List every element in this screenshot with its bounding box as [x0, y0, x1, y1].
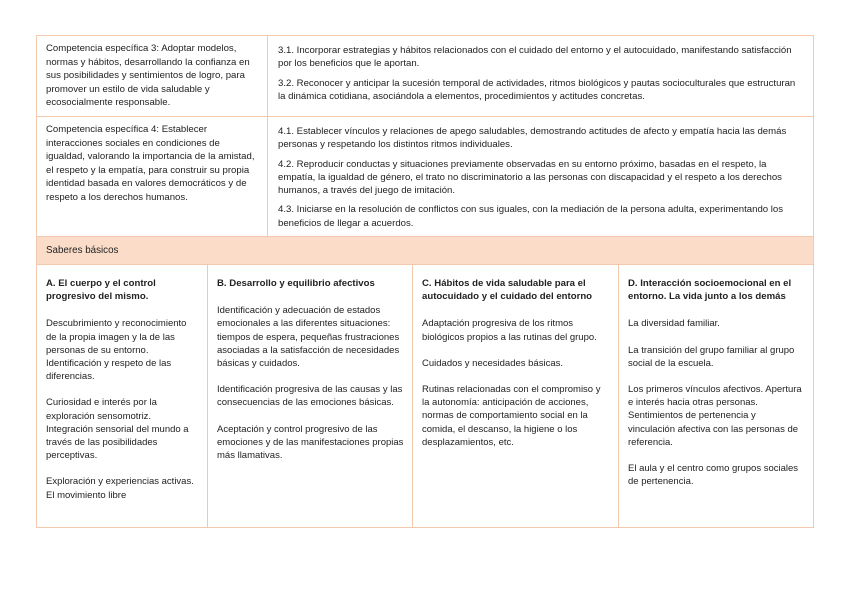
competencia-4-criteria: [268, 117, 813, 236]
criterion-4-2: 4.2. Reproducir conductas y situaciones previamente observadas en su entorno próximo, basadas en el respeto, la empatía, la igualdad de género, el trato no discriminatorio a las personas con discapacidad y el respeto a los derechos humanos, a través del juego de imitación.: [278, 158, 782, 197]
column-b-heading: B. Desarrollo y equilibrio afectivos: [217, 278, 375, 290]
saberes-columns: [37, 265, 813, 527]
competencia-4-title: Competencia específica 4: Establecer interacciones sociales en condiciones de igualdad, valorando la importancia de la amistad, el respeto y la empatía, para construir su propia identidad basada en valores democráticos y de respeto a los derechos humanos.: [37, 117, 268, 236]
column-c-item: Cuidados y necesidades básicas.: [422, 357, 564, 369]
saberes-column-b: [208, 265, 413, 527]
criterion-4-3: 4.3. Iniciarse en la resolución de conflictos con sus iguales, con la mediación de la persona adulta, experimentando los beneficios de llegar a acuerdos.: [278, 204, 784, 229]
saberes-column-d: [619, 265, 813, 527]
criterion-3-2: 3.2. Reconocer y anticipar la sucesión temporal de actividades, ritmos biológicos y pautas socioculturales que estructuran la dinámica cotidiana, asociándola a elementos, procedimientos y actitudes concretas.: [278, 77, 796, 102]
column-d-item: El aula y el centro como grupos sociales de pertenencia.: [628, 463, 799, 488]
saberes-column-c: [413, 265, 619, 527]
criterion-3-1: 3.1. Incorporar estrategias y hábitos relacionados con el cuidado del entorno y el autocuidado, manifestando satisfacción por los beneficios que le aportan.: [278, 45, 792, 70]
column-b-item: Identificación y adecuación de estados emocionales a las diferentes situaciones: tiempos de espera, pequeñas frustraciones asociadas a la satisfacción de necesidades básicas y cuidados.: [217, 305, 400, 370]
column-a-item: Curiosidad e interés por la exploración sensomotriz. Integración sensorial del mundo a través de las posibilidades perceptivas.: [46, 397, 189, 462]
column-c-heading: C. Hábitos de vida saludable para el autocuidado y el cuidado del entorno: [422, 278, 593, 303]
saberes-column-a: [37, 265, 208, 527]
criterion-4-1: 4.1. Establecer vínculos y relaciones de apego saludables, demostrando actitudes de afecto y empatía hacia las demás personas y respetando los distintos ritmos individuales.: [278, 125, 787, 151]
column-a-item: Exploración y experiencias activas. El movimiento libre: [46, 476, 194, 501]
competencia-3-title: Competencia específica 3: Adoptar modelos, normas y hábitos, desarrollando la confianza en sus posibilidades y sentimientos de logro, para promover un estilo de vida saludable y ecosocialmente responsable.: [37, 36, 268, 116]
column-a-heading: A. El cuerpo y el control progresivo del mismo.: [46, 278, 156, 303]
saberes-header: Saberes básicos: [37, 237, 813, 265]
column-d-item: Los primeros vínculos afectivos. Apertura e interés hacia otras personas. Sentimientos de pertenencia y vinculación afectiva con las personas de referencia.: [628, 384, 802, 448]
column-c-item: Rutinas relacionadas con el compromiso y la autonomía: anticipación de acciones, normas de comportamiento social en la comida, el descanso, la higiene o los desplazamientos, etc.: [422, 384, 601, 448]
competencia-row-3: [37, 36, 813, 117]
competencia-3-criteria: [268, 36, 813, 116]
column-b-item: Aceptación y control progresivo de las emociones y de las manifestaciones propias más llamativas.: [217, 423, 404, 462]
column-b-item: Identificación progresiva de las causas y las consecuencias de las emociones básicas.: [217, 384, 403, 409]
column-a-item: Descubrimiento y reconocimiento de la propia imagen y la de las personas de su entorno. Identificación y respeto de las diferencias.: [46, 318, 187, 383]
competencia-row-4: [37, 117, 813, 237]
column-d-item: La diversidad familiar.: [628, 318, 720, 330]
curriculum-table: [36, 35, 814, 528]
column-d-heading: D. Interacción socioemocional en el entorno. La vida junto a los demás: [628, 278, 792, 303]
column-d-item: La transición del grupo familiar al grupo social de la escuela.: [628, 344, 795, 369]
column-c-item: Adaptación progresiva de los ritmos biológicos propios a las rutinas del grupo.: [422, 318, 597, 343]
